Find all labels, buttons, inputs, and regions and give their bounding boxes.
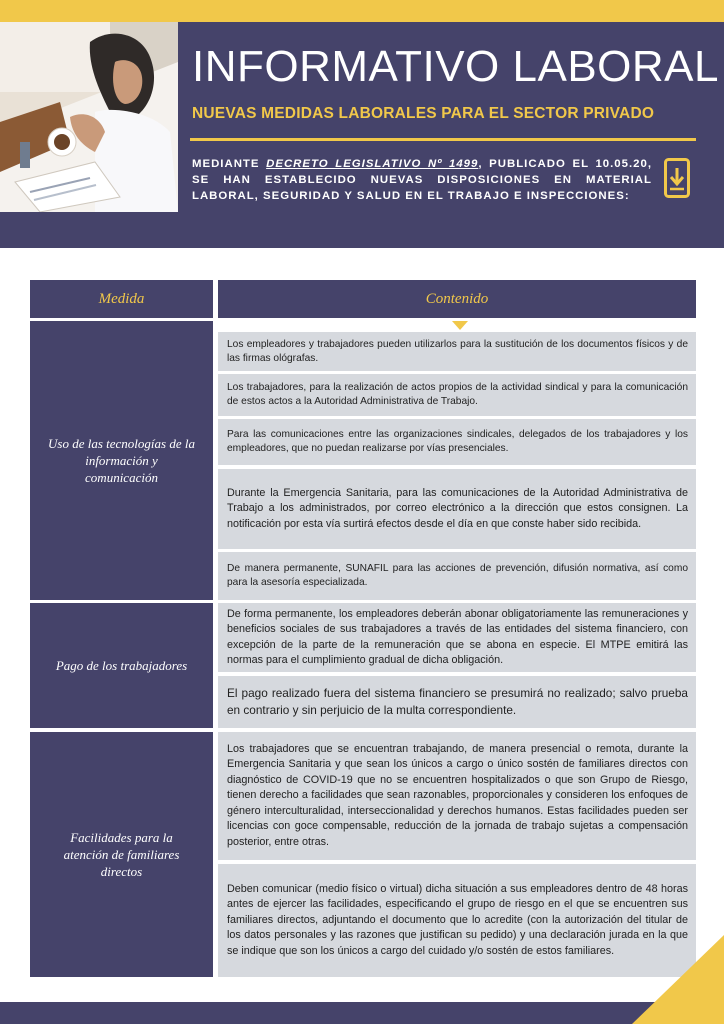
intro-text-end: , PUBLICADO EL 10.05.20, SE HAN ESTABLECIDO NUEVAS DISPOSICIONES EN MATERIAL LABORAL, SEGURIDAD Y SALUD EN EL TRABAJO E INSPECCIONES: bbox=[192, 158, 652, 202]
page-subtitle: NUEVAS MEDIDAS LABORALES PARA EL SECTOR PRIVADO bbox=[192, 105, 655, 122]
column-header-contenido: Contenido bbox=[218, 280, 696, 318]
measure-cell-facilidades: Facilidades para la atención de familiares directos bbox=[30, 732, 213, 977]
content-text: Los trabajadores, para la realización de actos propios de la actividad sindical y para la comunicación de estos actos a la Autoridad Administrativa de Trabajo. bbox=[227, 382, 688, 407]
intro-text-start: MEDIANTE bbox=[192, 158, 267, 170]
content-text: El pago realizado fuera del sistema financiero se presumirá no realizado; salvo prueba en contrario y sin perjuicio de la multa correspondiente. bbox=[227, 686, 688, 717]
measure-cell-pago: Pago de los trabajadores bbox=[30, 603, 213, 728]
content-text: Deben comunicar (medio físico o virtual) dicha situación a sus empleadores dentro de 48 horas antes de ejercer las facilidades, especificando el grupo de riesgo en el que se encuentren sus familiares directos, adjuntando el documento que lo acredite (con la autorización del titular de los datos personales y las razones que justifican su pedido) y una declaración jurada en la que se indique que son los únicos a cargo del cuidado y/o sostén de estos familiares. bbox=[227, 882, 688, 957]
content-text: Los empleadores y trabajadores pueden utilizarlos para la sustitución de los documentos físicos y de las firmas ológrafas. bbox=[227, 338, 688, 364]
decree-link[interactable]: DECRETO LEGISLATIVO Nº 1499 bbox=[266, 158, 479, 170]
page-title: INFORMATIVO LABORAL bbox=[192, 42, 719, 91]
content-text: Durante la Emergencia Sanitaria, para las comunicaciones de la Autoridad Administrativa de Trabajo a los administrados, por correo electrónico a la dirección que estos consignen. La notificación por esta vía surtirá efectos desde el día en que conste haber sido recibida. bbox=[227, 486, 688, 530]
column-header-medida: Medida bbox=[30, 280, 213, 318]
content-text: Los trabajadores que se encuentran trabajando, de manera presencial o remota, durante la Emergencia Sanitaria y que sean los únicos a cargo o único sostén de familiares directos con diagnóstico de COVID-19 que no se encuentren hospitalizados o que son Grupo de Riesgo, tienen derecho a facilidades que sean razonables, proporcionales y consideren los enfoques de género interculturalidad, interseccionalidad y derechos humanos. Estas facilidades pueden ser licencias con goce compensable, reducción de la jornada de trabajo sujetas a compensación posterior, entre otras. bbox=[227, 742, 688, 848]
content-text: De forma permanente, los empleadores deberán abonar obligatoriamente las remuneraciones y beneficios sociales de sus trabajadores a través de las entidades del sistema financiero, con excepción de la parte de la remuneración que se abona en especie. El MTPE emitirá las normas para el cumplimiento gradual de dicha obligación. bbox=[227, 607, 688, 666]
content-text: Para las comunicaciones entre las organizaciones sindicales, delegados de los trabajadores y los empleadores, que no puedan realizarse por vías presenciales. bbox=[227, 429, 688, 454]
content-text: De manera permanente, SUNAFIL para las acciones de prevención, difusión normativa, así como para la asesoría especializada. bbox=[227, 563, 688, 588]
measure-cell-tecnologias: Uso de las tecnologías de la información y comunicación bbox=[30, 321, 213, 600]
